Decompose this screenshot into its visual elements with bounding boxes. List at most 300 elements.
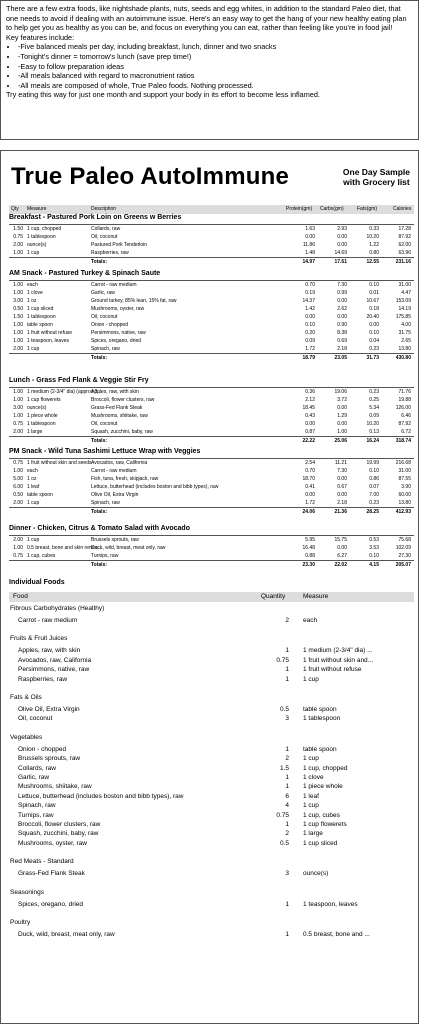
food-measure: 1 cup, cubes	[303, 811, 340, 819]
item-measure: 1 tablespoon	[27, 234, 56, 240]
food-name: Squash, zucchini, baby, raw	[18, 830, 99, 838]
item-calories: 126.00	[395, 405, 411, 411]
food-row	[9, 811, 414, 820]
food-row	[9, 754, 414, 763]
item-protein: 0.70	[305, 468, 315, 474]
item-measure: ounce(s)	[27, 405, 47, 411]
item-measure: each	[27, 468, 38, 474]
item-protein: 2.12	[305, 397, 315, 403]
food-quantity: 1	[285, 900, 289, 908]
total-calories: 430.80	[395, 355, 411, 361]
item-carbs: 0.90	[337, 322, 347, 328]
item-calories: 71.76	[398, 389, 411, 395]
meal-item-row	[9, 544, 414, 552]
item-carbs: 14.69	[334, 250, 347, 256]
meal-totals-row	[9, 437, 414, 445]
food-category: Fats & Oils	[10, 694, 42, 701]
item-description: Spinach, raw	[91, 500, 120, 506]
item-protein: 0.36	[305, 389, 315, 395]
item-protein: 1.72	[305, 500, 315, 506]
item-fats: 1.22	[369, 242, 379, 248]
item-carbs: 2.62	[337, 306, 347, 312]
item-calories: 60.00	[398, 492, 411, 498]
food-category: Red Meats - Standard	[10, 858, 74, 866]
item-description: Turnips, raw	[91, 553, 119, 559]
item-calories: 19.88	[398, 397, 411, 403]
food-measure: 1 leaf	[303, 792, 319, 800]
item-carbs: 0.00	[337, 492, 347, 498]
item-protein: 0.20	[305, 330, 315, 336]
item-calories: 62.00	[398, 242, 411, 248]
col-ind-measure: Measure	[303, 593, 329, 600]
meal-item-row	[9, 428, 414, 436]
total-calories: 412.93	[395, 509, 411, 515]
item-description: Olive Oil, Extra Virgin	[91, 492, 139, 498]
food-row	[9, 869, 414, 878]
meal-title: Breakfast - Pastured Pork Loin on Greens w Berries	[9, 214, 182, 221]
food-name: Oil, coconut	[18, 715, 53, 723]
item-description: Carrot - raw medium	[91, 468, 137, 474]
meal-item-row	[9, 459, 414, 467]
item-measure: 1 cup sliced	[27, 306, 54, 312]
meal-item-row	[9, 483, 414, 491]
item-carbs: 2.18	[337, 346, 347, 352]
item-fats: 3.53	[369, 545, 379, 551]
item-fats: 0.07	[369, 484, 379, 490]
food-measure: 1 cup sliced	[303, 839, 338, 847]
item-measure: 1 cup, chopped	[27, 226, 62, 232]
food-measure: table spoon	[303, 706, 337, 713]
item-qty: 2.00	[13, 500, 23, 506]
food-quantity: 3	[285, 870, 289, 878]
item-protein: 0.70	[305, 282, 315, 288]
item-protein: 18.45	[302, 405, 315, 411]
item-description: Persimmons, native, raw	[91, 330, 146, 336]
item-calories: 31.00	[398, 282, 411, 288]
meal-item-row	[9, 297, 414, 305]
col-carbs: Carbs(gm)	[320, 206, 344, 212]
item-fats: 0.23	[369, 500, 379, 506]
item-protein: 0.41	[305, 484, 315, 490]
total-carbs: 17.61	[334, 259, 347, 265]
meal-totals-row	[9, 354, 414, 362]
item-fats: 0.01	[369, 290, 379, 296]
item-measure: 1 medium (2-3/4" dia) (approx 3...	[27, 389, 102, 395]
total-carbs: 22.02	[334, 562, 347, 568]
meal-plan-sheet	[0, 150, 419, 1024]
item-carbs: 0.00	[337, 476, 347, 482]
item-measure: 1 cup flowerets	[27, 397, 61, 403]
col-description: Description	[91, 206, 117, 212]
meal-item-row	[9, 337, 414, 345]
food-name: Olive Oil, Extra Virgin	[18, 706, 80, 713]
item-description: Lettuce, butterhead (includes boston and bibb types), raw	[91, 484, 219, 490]
food-row	[9, 665, 414, 674]
item-protein: 0.00	[305, 234, 315, 240]
item-description: Raspberries, raw	[91, 250, 129, 256]
meal-item-row	[9, 404, 414, 412]
item-protein: 0.19	[305, 290, 315, 296]
item-calories: 14.19	[398, 306, 411, 312]
item-protein: 14.37	[302, 298, 315, 304]
food-quantity: 4	[285, 802, 289, 810]
item-fats: 10.20	[366, 421, 379, 427]
item-description: Carrot - raw medium	[91, 282, 137, 288]
food-measure: 1 tablespoon	[303, 715, 341, 723]
item-description: Squash, zucchini, baby, raw	[91, 429, 153, 435]
item-qty: 1.00	[13, 389, 23, 395]
item-description: Pastured Pork Tenderloin	[91, 242, 148, 248]
item-qty: 1.00	[13, 413, 23, 419]
item-measure: 1 tablespoon	[27, 314, 56, 320]
food-measure: 1 cup flowerets	[303, 821, 347, 828]
food-name: Garlic, raw	[18, 774, 50, 781]
item-calories: 31.00	[398, 468, 411, 474]
item-measure: 0.5 breast, bone and skin remov...	[27, 545, 103, 551]
meal-totals-row	[9, 561, 414, 569]
food-quantity: 1	[285, 783, 289, 791]
item-protein: 0.10	[305, 322, 315, 328]
meal-item-row	[9, 345, 414, 353]
item-measure: 1 cup	[27, 346, 40, 352]
item-description: Oil, coconut	[91, 234, 118, 240]
item-fats: 0.13	[369, 429, 379, 435]
food-name: Persimmons, native, raw	[18, 666, 90, 674]
item-measure: 1 oz	[27, 298, 37, 304]
food-row	[9, 705, 414, 714]
item-carbs: 1.00	[337, 429, 347, 435]
item-description: Apples, raw, with skin	[91, 389, 139, 395]
food-name: Grass-Fed Flank Steak	[18, 870, 85, 878]
plan-subtitle	[343, 167, 410, 187]
food-measure: 1 fruit without skin and...	[303, 656, 374, 664]
food-row	[9, 745, 414, 754]
food-category: Poultry	[10, 919, 31, 926]
food-category: Vegetables	[10, 733, 43, 741]
item-protein: 0.87	[305, 429, 315, 435]
item-qty: 1.00	[13, 322, 23, 328]
item-description: Avocados, raw, California	[91, 460, 148, 466]
meal-title: Lunch - Grass Fed Flank & Veggie Stir Fry	[9, 377, 149, 384]
item-fats: 7.00	[369, 492, 379, 498]
food-quantity: 0.75	[276, 656, 289, 664]
item-protein: 0.00	[305, 421, 315, 427]
item-qty: 0.75	[13, 421, 23, 427]
food-quantity: 2	[285, 830, 289, 838]
individual-foods-header	[9, 592, 414, 602]
item-description: Onion - chopped	[91, 322, 128, 328]
food-measure: 1 cup, chopped	[303, 764, 348, 772]
item-fats: 0.23	[369, 346, 379, 352]
food-quantity: 0.75	[276, 811, 289, 819]
item-fats: 0.80	[369, 250, 379, 256]
item-calories: 153.09	[395, 298, 411, 304]
item-carbs: 3.72	[337, 397, 347, 403]
meal-item-row	[9, 412, 414, 420]
item-description: Oil, coconut	[91, 314, 118, 320]
food-category: Fruits & Fruit Juices	[10, 635, 68, 643]
meal-item-row	[9, 281, 414, 289]
item-measure: 1 clove	[27, 290, 43, 296]
food-category: Fibrous Carbohydrates (Healthy)	[10, 605, 105, 612]
item-qty: 0.75	[13, 460, 23, 466]
col-protein: Protein(gm)	[286, 206, 313, 212]
meal-title: PM Snack - Wild Tuna Sashimi Lettuce Wrap with Veggies	[9, 448, 201, 455]
item-description: Mushrooms, oyster, raw	[91, 306, 145, 312]
food-row	[9, 829, 414, 838]
item-calories: 31.75	[398, 330, 411, 336]
totals-label: Totals:	[91, 259, 108, 265]
item-description: Mushrooms, shiitake, raw	[91, 413, 148, 419]
item-qty: 1.00	[13, 250, 23, 256]
item-qty: 2.00	[13, 346, 23, 352]
food-row	[9, 616, 414, 625]
feature-item: • -All meals are composed of whole, True Paleo foods. Nothing processed.	[18, 81, 413, 91]
item-measure: 1 cup	[27, 500, 40, 506]
item-qty: 2.00	[13, 429, 23, 435]
food-measure: 1 large	[303, 830, 323, 838]
item-calories: 102.09	[395, 545, 411, 551]
item-calories: 87.92	[398, 421, 411, 427]
item-protein: 18.70	[302, 476, 315, 482]
totals-label: Totals:	[91, 562, 108, 568]
item-description: Collards, raw	[91, 226, 121, 232]
meal-item-row	[9, 536, 414, 544]
meal-item-row	[9, 249, 414, 257]
food-quantity: 1	[285, 745, 289, 753]
item-fats: 0.10	[369, 553, 379, 559]
food-name: Onion - chopped	[18, 745, 67, 753]
food-measure: 1 fruit without refuse	[303, 666, 362, 674]
item-description: Fish, tuna, fresh, skipjack, raw	[91, 476, 159, 482]
feature-item: • -All meals balanced with regard to macronutrient ratios	[18, 71, 413, 81]
food-quantity: 1	[285, 666, 289, 674]
food-row	[9, 714, 414, 723]
item-fats: 0.00	[369, 322, 379, 328]
food-name: Mushrooms, shiitake, raw	[18, 783, 92, 791]
food-measure: each	[303, 617, 318, 624]
item-description: Oil, coconut	[91, 421, 118, 427]
item-protein: 0.00	[305, 492, 315, 498]
item-qty: 1.00	[13, 330, 23, 336]
totals-label: Totals:	[91, 438, 108, 444]
food-row	[9, 782, 414, 791]
meal-item-row	[9, 313, 414, 321]
features-heading: Key features include:	[6, 32, 75, 42]
meal-item-row	[9, 467, 414, 475]
item-measure: 1 oz	[27, 476, 37, 482]
food-name: Collards, raw	[18, 764, 56, 772]
item-carbs: 11.21	[334, 460, 347, 466]
item-description: Spices, oregano, dried	[91, 338, 142, 344]
total-calories: 205.07	[395, 562, 411, 568]
food-measure: 1 clove	[303, 774, 324, 781]
food-measure: 0.5 breast, bone and ...	[303, 931, 370, 938]
item-protein: 1.42	[305, 306, 315, 312]
food-measure: 1 cup	[303, 755, 319, 763]
item-fats: 0.10	[369, 330, 379, 336]
intro-box	[0, 0, 419, 140]
item-calories: 13.80	[398, 346, 411, 352]
item-carbs: 2.18	[337, 500, 347, 506]
food-row	[9, 675, 414, 684]
item-qty: 0.75	[13, 234, 23, 240]
item-fats: 19.99	[366, 460, 379, 466]
item-fats: 0.04	[369, 338, 379, 344]
total-carbs: 23.05	[334, 355, 347, 361]
meal-item-row	[9, 396, 414, 404]
item-calories: 17.28	[398, 226, 411, 232]
item-qty: 0.50	[13, 492, 23, 498]
meal-item-row	[9, 233, 414, 241]
item-protein: 0.43	[305, 413, 315, 419]
meal-item-row	[9, 420, 414, 428]
food-measure: 1 cup	[303, 802, 319, 810]
item-calories: 2.65	[401, 338, 411, 344]
food-row	[9, 801, 414, 810]
totals-label: Totals:	[91, 509, 108, 515]
item-carbs: 0.00	[337, 545, 347, 551]
item-description: Garlic, raw	[91, 290, 115, 296]
plan-title: True Paleo AutoImmune	[11, 163, 290, 190]
food-row	[9, 792, 414, 801]
food-measure: ounce(s)	[303, 870, 329, 878]
item-carbs: 2.93	[337, 226, 347, 232]
food-quantity: 1	[285, 675, 289, 683]
item-qty: 1.00	[13, 468, 23, 474]
food-quantity: 0.5	[279, 839, 289, 847]
food-name: Carrot - raw medium	[18, 617, 78, 624]
item-calories: 6.46	[401, 413, 411, 419]
item-carbs: 0.67	[337, 484, 347, 490]
item-measure: 1 leaf	[27, 484, 40, 490]
food-name: Broccoli, flower clusters, raw	[18, 821, 101, 828]
meal-title: AM Snack - Pastured Turkey & Spinach Saute	[9, 270, 161, 277]
item-description: Duck, wild, breast, meat only, raw	[91, 545, 166, 551]
food-name: Mushrooms, oyster, raw	[18, 839, 87, 847]
item-carbs: 15.75	[334, 537, 347, 543]
item-protein: 0.09	[305, 338, 315, 344]
meal-item-row	[9, 388, 414, 396]
item-carbs: 0.99	[337, 290, 347, 296]
item-calories: 27.30	[398, 553, 411, 559]
food-name: Lettuce, butterhead (includes boston and bibb types), raw	[18, 792, 184, 800]
total-protein: 23.30	[302, 562, 315, 568]
feature-item: • -Tonight's dinner = tomorrow's lunch (save prep time!)	[18, 52, 413, 62]
total-calories: 318.74	[395, 438, 411, 444]
item-fats: 5.34	[369, 405, 379, 411]
item-calories: 13.80	[398, 500, 411, 506]
item-calories: 216.68	[395, 460, 411, 466]
feature-item: • -Easy to follow preparation ideas	[18, 62, 413, 72]
item-qty: 6.00	[13, 484, 23, 490]
item-fats: 10.20	[366, 234, 379, 240]
meal-item-row	[9, 491, 414, 499]
food-quantity: 1	[285, 647, 289, 655]
food-name: Avocados, raw, California	[18, 656, 92, 664]
meal-item-row	[9, 552, 414, 560]
food-row	[9, 900, 414, 909]
total-protein: 22.22	[302, 438, 315, 444]
item-carbs: 6.27	[337, 553, 347, 559]
meal-item-row	[9, 305, 414, 313]
food-name: Apples, raw, with skin	[18, 647, 81, 655]
item-qty: 1.50	[13, 226, 23, 232]
item-calories: 63.96	[398, 250, 411, 256]
meal-item-row	[9, 321, 414, 329]
food-quantity: 1.5	[279, 764, 289, 772]
item-qty: 1.00	[13, 338, 23, 344]
food-quantity: 6	[285, 792, 289, 800]
food-name: Turnips, raw	[18, 811, 54, 819]
item-calories: 175.85	[395, 314, 411, 320]
item-fats: 0.23	[369, 389, 379, 395]
food-row	[9, 646, 414, 655]
food-row	[9, 820, 414, 829]
item-fats: 0.18	[369, 306, 379, 312]
item-calories: 87.92	[398, 234, 411, 240]
total-carbs: 25.06	[334, 438, 347, 444]
item-calories: 75.68	[398, 537, 411, 543]
item-carbs: 7.30	[337, 468, 347, 474]
item-carbs: 19.06	[334, 389, 347, 395]
item-carbs: 8.38	[337, 330, 347, 336]
item-measure: 1 fruit without skin and seeds	[27, 460, 92, 466]
item-fats: 0.33	[369, 226, 379, 232]
item-carbs: 0.00	[337, 421, 347, 427]
item-measure: 1 teaspoon, leaves	[27, 338, 69, 344]
item-qty: 5.00	[13, 476, 23, 482]
item-qty: 2.00	[13, 537, 23, 543]
totals-label: Totals:	[91, 355, 108, 361]
total-protein: 24.06	[302, 509, 315, 515]
item-measure: table spoon	[27, 492, 53, 498]
item-qty: 1.00	[13, 290, 23, 296]
item-measure: 1 cup	[27, 537, 40, 543]
food-measure: 1 cup	[303, 675, 319, 683]
item-fats: 20.40	[366, 314, 379, 320]
item-qty: 3.00	[13, 298, 23, 304]
meal-item-row	[9, 241, 414, 249]
food-quantity: 2	[285, 617, 289, 624]
total-protein: 18.79	[302, 355, 315, 361]
col-measure: Measure	[27, 206, 47, 212]
total-carbs: 21.36	[334, 509, 347, 515]
food-row	[9, 839, 414, 848]
food-measure: 1 medium (2-3/4" dia) ...	[303, 647, 373, 655]
meal-item-row	[9, 475, 414, 483]
item-qty: 0.50	[13, 306, 23, 312]
item-qty: 1.00	[13, 397, 23, 403]
col-calories: Calories	[393, 206, 412, 212]
item-protein: 2.54	[305, 460, 315, 466]
item-description: Ground turkey, 85% lean, 15% fat, raw	[91, 298, 177, 304]
col-food: Food	[13, 593, 28, 600]
item-measure: 1 large	[27, 429, 43, 435]
total-protein: 14.97	[302, 259, 315, 265]
item-measure: 1 cup	[27, 250, 40, 256]
item-protein: 1.72	[305, 346, 315, 352]
total-fats: 16.24	[366, 438, 379, 444]
food-quantity: 1	[285, 821, 289, 828]
item-qty: 3.00	[13, 405, 23, 411]
item-carbs: 0.00	[337, 234, 347, 240]
item-fats: 0.09	[369, 413, 379, 419]
item-qty: 1.50	[13, 314, 23, 320]
food-name: Spices, oregano, dried	[18, 900, 84, 908]
item-fats: 0.25	[369, 397, 379, 403]
food-category: Seasonings	[10, 888, 44, 896]
